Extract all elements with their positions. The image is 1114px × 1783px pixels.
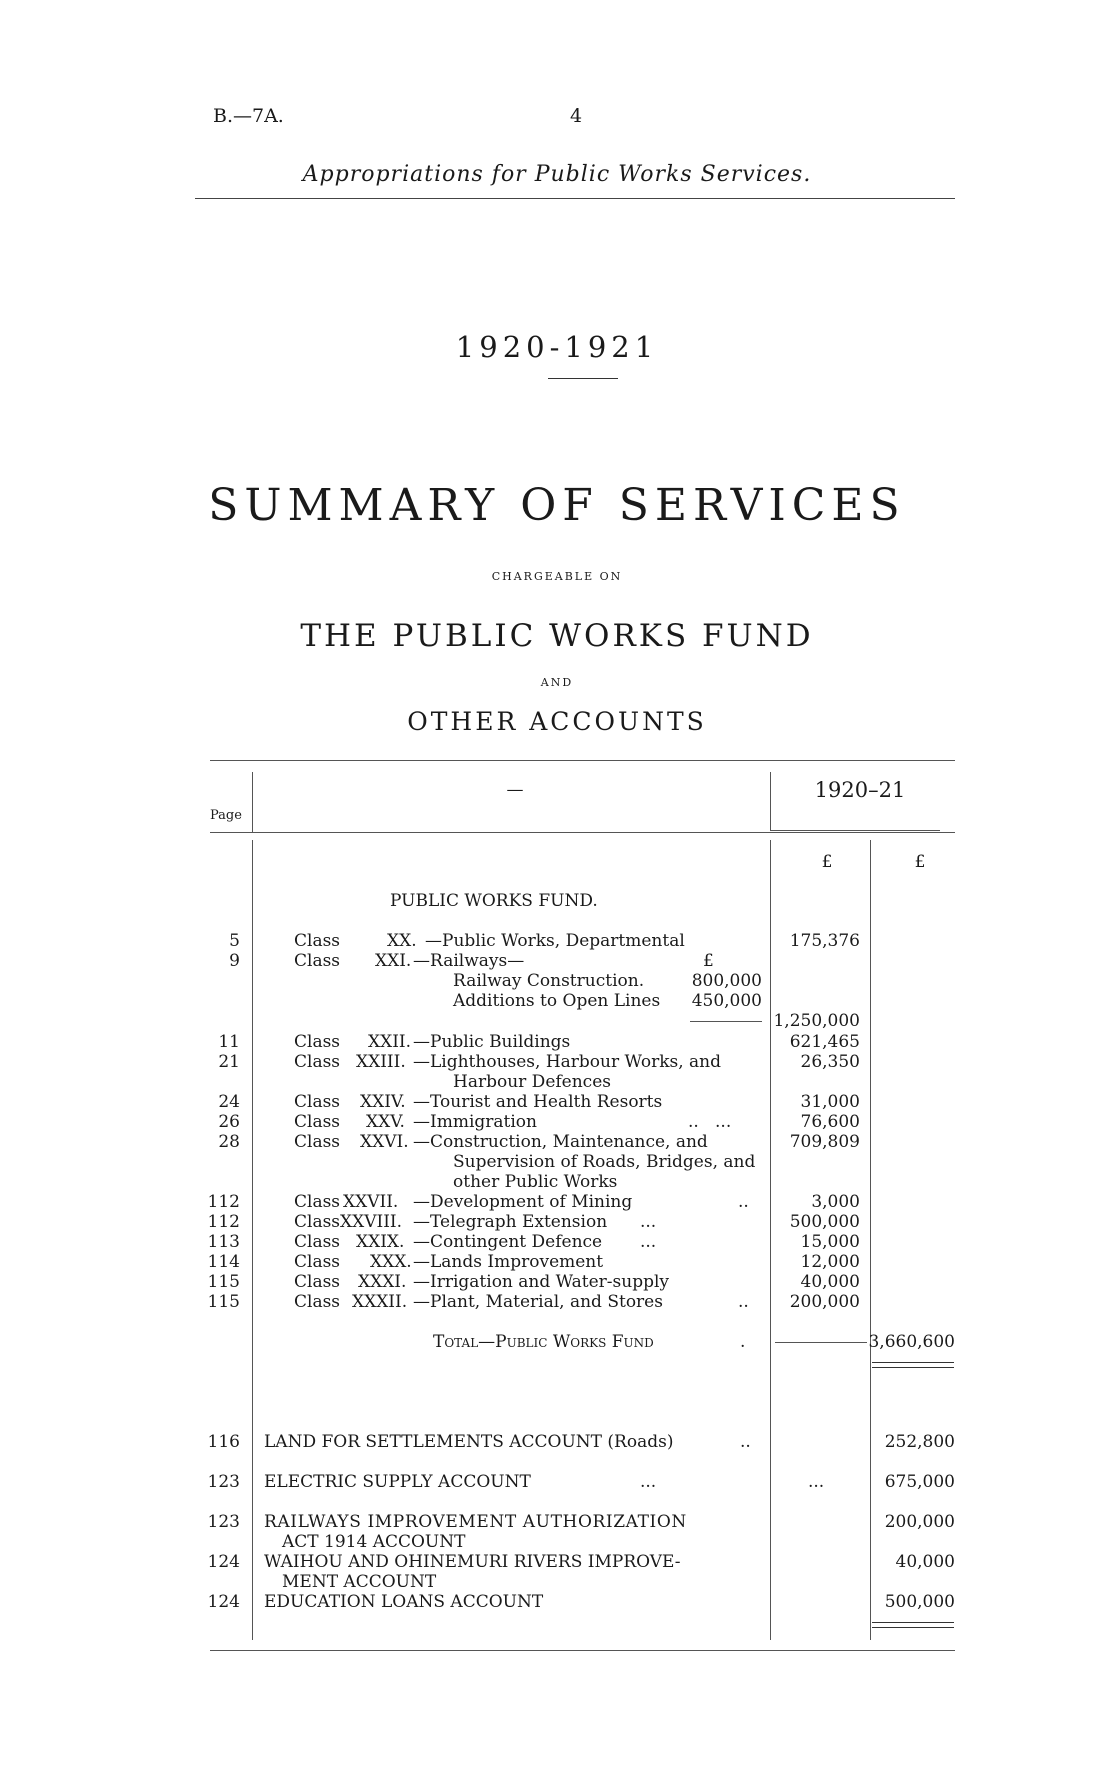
row-page: 115 (207, 1272, 240, 1292)
row-class-number: XXXI. (358, 1272, 407, 1292)
row-description: —Tourist and Health Resorts (413, 1092, 663, 1112)
row-description: —Construction, Maintenance, and (413, 1132, 708, 1152)
row-class: Class (294, 1052, 341, 1072)
account-leader-dots: ... (640, 1472, 657, 1492)
row-page: 114 (207, 1252, 240, 1272)
row-class: Class (294, 931, 341, 951)
row-description: —Contingent Defence (413, 1232, 603, 1252)
row-amount: 26,350 (800, 1052, 860, 1072)
row-subdescription: other Public Works (453, 1172, 618, 1192)
page-subtitle: Appropriations for Public Works Services. (302, 162, 812, 187)
row-class: Class (294, 951, 341, 971)
row-description: —Lighthouses, Harbour Works, and (413, 1052, 722, 1072)
row-pound-sign: £ (703, 951, 714, 971)
column-header-dash: — (506, 780, 524, 800)
accounts-double-rule (872, 1622, 954, 1628)
and-label: AND (540, 676, 574, 689)
row-page: 9 (229, 951, 240, 971)
row-class: Class (294, 1032, 341, 1052)
row-class: Class (294, 1272, 341, 1292)
account-amount: 500,000 (884, 1592, 955, 1612)
row-description: —Development of Mining (413, 1192, 633, 1212)
total-label: Total—Public Works Fund (433, 1332, 654, 1352)
account-label: WAIHOU AND OHINEMURI RIVERS IMPROVE- (264, 1552, 681, 1572)
row-class-number: XXVII. (343, 1192, 399, 1212)
account-page: 124 (207, 1592, 240, 1612)
row-subdescription: Additions to Open Lines (453, 991, 661, 1011)
row-class-number: XXIII. (356, 1052, 406, 1072)
pound-sign-col2: £ (914, 852, 926, 872)
row-description: —Telegraph Extension (413, 1212, 608, 1232)
account-amount: 252,800 (884, 1432, 955, 1452)
row-class-number: XXI. (375, 951, 412, 971)
account-page: 124 (207, 1552, 240, 1572)
row-class-number: XXX. (370, 1252, 412, 1272)
account-page: 123 (207, 1472, 240, 1492)
row-page: 11 (218, 1032, 240, 1052)
row-class-number: XXV. (366, 1112, 405, 1132)
row-amount: 15,000 (800, 1232, 860, 1252)
row-subdescription: Harbour Defences (453, 1072, 611, 1092)
other-accounts-title: OTHER ACCOUNTS (407, 707, 707, 736)
main-title: SUMMARY OF SERVICES (208, 480, 906, 531)
row-leader-dots: ... (640, 1232, 657, 1252)
account-label-cont: MENT ACCOUNT (282, 1572, 437, 1592)
row-amount: 709,809 (789, 1132, 860, 1152)
column-header-year: 1920–21 (814, 778, 906, 802)
fund-title: THE PUBLIC WORKS FUND (300, 618, 814, 654)
row-amount: 1,250,000 (773, 1011, 860, 1031)
header-rule (195, 198, 955, 199)
row-class-number: XX. (387, 931, 417, 951)
account-label-cont: ACT 1914 ACCOUNT (282, 1532, 466, 1552)
row-description: —Plant, Material, and Stores (413, 1292, 663, 1312)
row-page: 5 (229, 931, 240, 951)
page-number: 4 (570, 105, 583, 127)
account-leader-dots: .. (740, 1432, 751, 1452)
account-amount: 200,000 (884, 1512, 955, 1532)
row-page: 26 (218, 1112, 240, 1132)
row-description: —Irrigation and Water-supply (413, 1272, 670, 1292)
row-page: 28 (218, 1132, 240, 1152)
account-page: 123 (207, 1512, 240, 1532)
column-header-page: Page (210, 808, 242, 823)
row-class: Class (294, 1092, 341, 1112)
row-amount: 76,600 (800, 1112, 860, 1132)
table-bottom-rule (210, 1650, 955, 1651)
row-description: —Public Buildings (413, 1032, 571, 1052)
row-description: —Immigration (413, 1112, 537, 1132)
row-class: Class (294, 1192, 341, 1212)
row-class: Class (294, 1112, 341, 1132)
row-leader-dots: .. (738, 1292, 749, 1312)
row-class-number: XXII. (368, 1032, 412, 1052)
account-label: LAND FOR SETTLEMENTS ACCOUNT (Roads) (264, 1432, 674, 1452)
row-class-number: XXVI. (360, 1132, 409, 1152)
row-class: Class (294, 1132, 341, 1152)
row-subdescription: Supervision of Roads, Bridges, and (453, 1152, 756, 1172)
pound-sign-col1: £ (821, 852, 833, 872)
row-class-number: XXVIII. (340, 1212, 403, 1232)
row-amount: 12,000 (800, 1252, 860, 1272)
row-page: 112 (207, 1192, 240, 1212)
row-amount: 200,000 (789, 1292, 860, 1312)
row-page: 113 (207, 1232, 240, 1252)
row-description: —Public Works, Departmental (425, 931, 685, 951)
total-leader-dot: . (740, 1332, 746, 1352)
account-amount: 40,000 (895, 1552, 955, 1572)
row-amount: 40,000 (800, 1272, 860, 1292)
account-page: 116 (207, 1432, 240, 1452)
total-amount: 3,660,600 (868, 1332, 955, 1352)
row-subamount: 450,000 (691, 991, 762, 1011)
row-class-number: XXXII. (352, 1292, 408, 1312)
row-subamount: 800,000 (691, 971, 762, 991)
row-amount: 175,376 (789, 931, 860, 951)
row-page: 21 (218, 1052, 240, 1072)
chargeable-label: CHARGEABLE ON (491, 570, 623, 583)
row-class: Class (294, 1212, 341, 1232)
section-heading-pwf: PUBLIC WORKS FUND. (390, 891, 598, 911)
row-class-number: XXIX. (356, 1232, 405, 1252)
account-empty-mark: ... (808, 1472, 825, 1492)
row-class: Class (294, 1232, 341, 1252)
row-subdescription: Railway Construction. (453, 971, 645, 991)
row-description: —Lands Improvement (413, 1252, 604, 1272)
year-rule (548, 378, 618, 379)
total-double-rule (872, 1362, 954, 1368)
account-amount: 675,000 (884, 1472, 955, 1492)
year-title: 1920-1921 (455, 330, 659, 364)
row-amount: 500,000 (789, 1212, 860, 1232)
row-amount: 31,000 (800, 1092, 860, 1112)
row-leader-dots: .. ... (688, 1112, 732, 1132)
row-leader-dots: ... (640, 1212, 657, 1232)
row-class-number: XXIV. (360, 1092, 406, 1112)
account-label: RAILWAYS IMPROVEMENT AUTHORIZATION (264, 1512, 687, 1532)
row-page: 112 (207, 1212, 240, 1232)
row-class: Class (294, 1252, 341, 1272)
account-label: EDUCATION LOANS ACCOUNT (264, 1592, 544, 1612)
row-leader-dots: .. (738, 1192, 749, 1212)
row-page: 24 (218, 1092, 240, 1112)
row-amount: 3,000 (811, 1192, 860, 1212)
row-class: Class (294, 1292, 341, 1312)
row-amount: 621,465 (789, 1032, 860, 1052)
row-page: 115 (207, 1292, 240, 1312)
account-label: ELECTRIC SUPPLY ACCOUNT (264, 1472, 531, 1492)
table-top-rule (210, 760, 955, 761)
table-header-rule (210, 832, 955, 833)
row-description: —Railways— (413, 951, 525, 971)
document-reference: B.—7A. (213, 105, 284, 127)
